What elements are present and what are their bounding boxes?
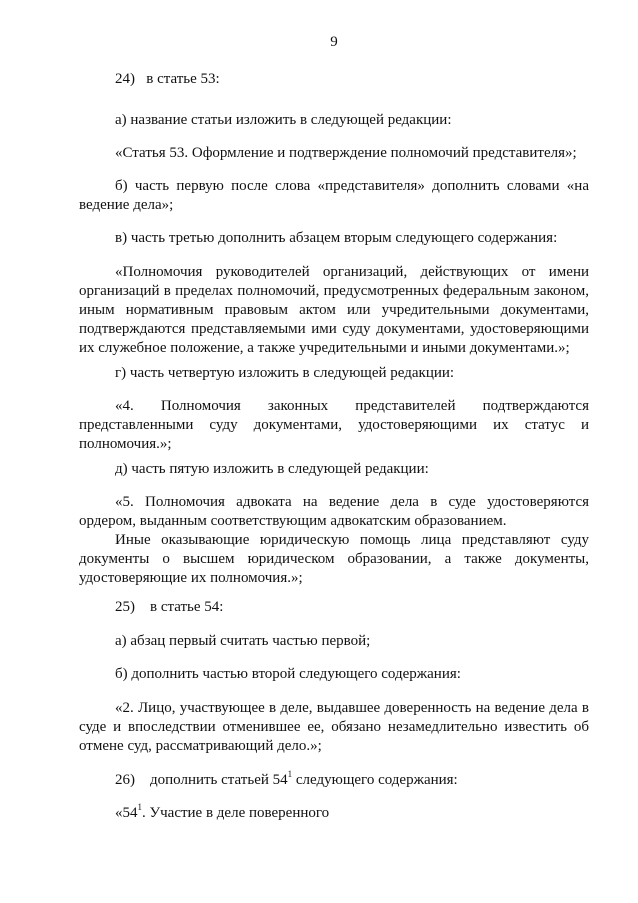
- superscript: 1: [137, 802, 142, 812]
- item-24-a-text: «Статья 53. Оформление и подтверждение полномочий представителя»;: [115, 145, 577, 161]
- text-line: б) часть первую после слова «представителя» дополнить словами «на: [115, 178, 589, 194]
- text-line: иным нормативным правовым актом или учредительными документами,: [79, 302, 589, 318]
- article-title-start: «54: [115, 805, 138, 821]
- text-line: организаций в пределах полномочий, предусмотренных федеральным законом,: [79, 283, 589, 299]
- text-line: «Полномочия руководителей организаций, действующих от имени: [115, 264, 589, 280]
- text-line: суде и впоследствии отменившее ее, обязано незамедлительно известить об: [79, 719, 589, 735]
- item-24: 24) в статье 53:: [115, 71, 220, 87]
- text-line: полномочия.»;: [79, 436, 172, 452]
- text-line: отмене суд, рассматривающий дело.»;: [79, 738, 322, 754]
- item-24-b: [79, 177, 589, 215]
- item-26: [79, 771, 589, 790]
- item-26-text-end: следующего содержания:: [292, 772, 458, 788]
- article-title-end: . Участие в деле поверенного: [142, 805, 330, 821]
- item-26-text: 26) дополнить статьей 54: [115, 772, 288, 788]
- item-25: 25) в статье 54:: [115, 599, 224, 615]
- item-24-d-text: [79, 493, 589, 588]
- item-24-g: г) часть четвертую изложить в следующей редакции:: [115, 365, 455, 381]
- text-line: «4. Полномочия законных представителей подтверждаются: [115, 398, 589, 414]
- page-number: 9: [330, 34, 338, 50]
- text-line: представленными суду документами, удостоверяющими их статус и: [79, 417, 589, 433]
- text-line: документы о высшем юридическом образовании, а также документы,: [79, 551, 589, 567]
- item-25-a: а) абзац первый считать частью первой;: [115, 633, 371, 649]
- item-25-b-text: [79, 699, 589, 756]
- text-line: «2. Лицо, участвующее в деле, выдавшее доверенность на ведение дела в: [115, 700, 589, 716]
- item-24-g-text: [79, 397, 589, 454]
- text-line: ордером, выданным соответствующим адвокатским образованием.: [79, 513, 507, 529]
- item-24-v-text: [79, 263, 589, 358]
- item-25-b: б) дополнить частью второй следующего содержания:: [115, 666, 461, 682]
- text-line: «5. Полномочия адвоката на ведение дела в суде удостоверяются: [115, 494, 589, 510]
- text-line: Иные оказывающие юридическую помощь лица представляют суду: [115, 532, 589, 548]
- text-line: удостоверяющие их полномочия.»;: [79, 570, 303, 586]
- item-24-a: а) название статьи изложить в следующей редакции:: [115, 112, 452, 128]
- text-line: подтверждаются представляемыми ими суду документами, удостоверяющими: [79, 321, 589, 337]
- text-line: ведение дела»;: [79, 197, 174, 213]
- item-24-v: в) часть третью дополнить абзацем вторым следующего содержания:: [115, 230, 558, 246]
- text-line: их служебное положение, а также учредительными и иными документами.»;: [79, 340, 570, 356]
- superscript: 1: [287, 769, 293, 779]
- item-24-d: д) часть пятую изложить в следующей редакции:: [115, 461, 429, 477]
- article-54-1-title: [79, 804, 589, 823]
